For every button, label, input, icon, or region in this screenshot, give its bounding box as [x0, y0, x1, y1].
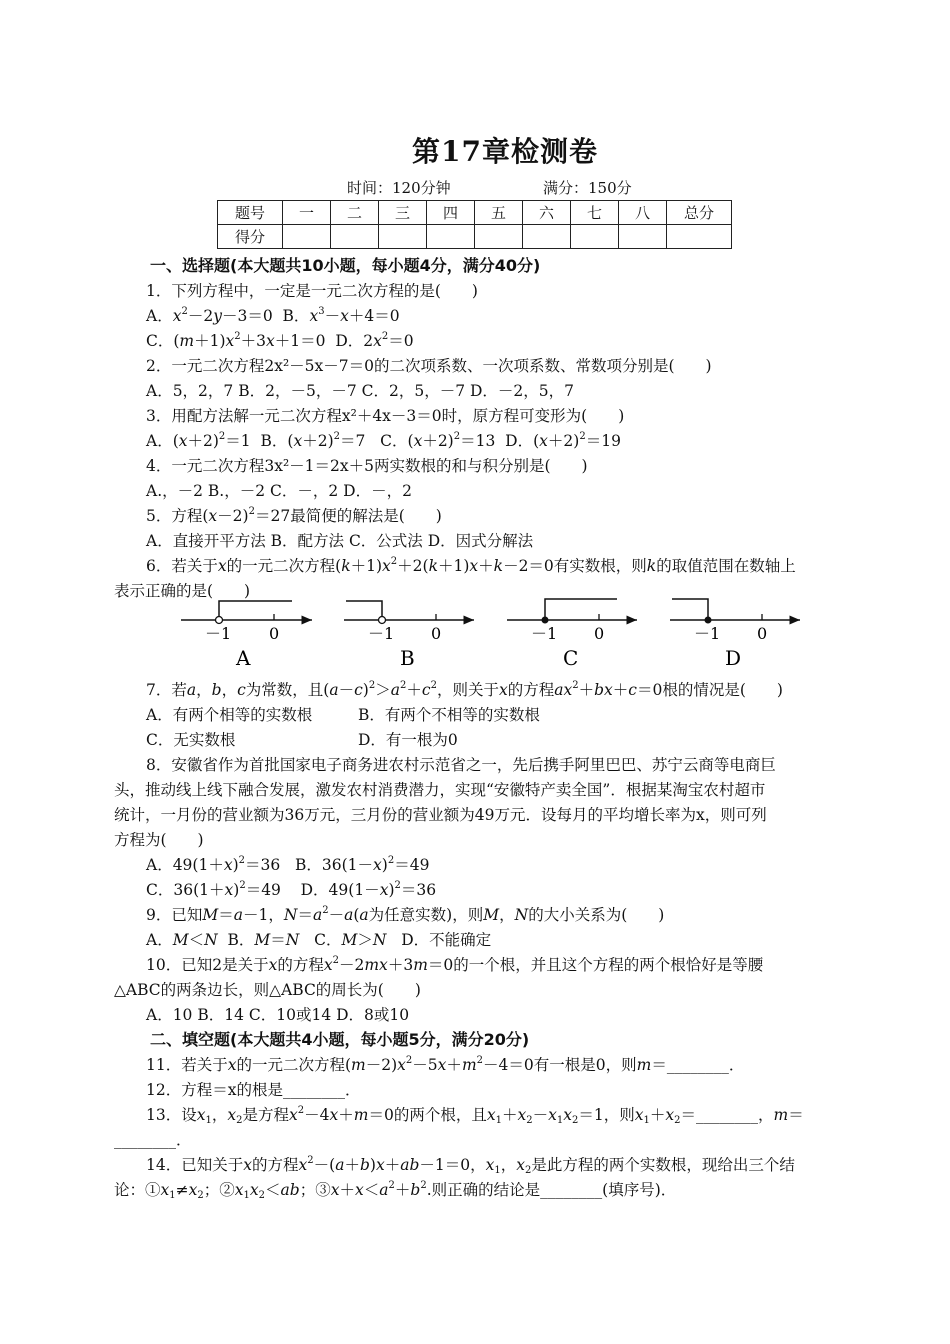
tick-label: －1 [531, 624, 558, 643]
question-14-line-1: 14．已知关于x的方程$x^2-(a+b)x+ab-1=0$，$x_1$，$x_2$是此方程的两个实数根，现给出三个结 [146, 1155, 795, 1176]
question-1-options-cd: C．$(m+1)x^2+3x+1=0$ D．$2x^2=0$ [146, 331, 414, 350]
tick-label: －1 [205, 624, 232, 643]
number-line-b [344, 601, 474, 670]
table-cell: 总分 [667, 201, 732, 225]
option-label: B [400, 646, 415, 670]
number-line-c [507, 599, 637, 670]
table-cell: 得分 [218, 225, 283, 249]
number-line-d [670, 599, 800, 670]
question-7-option-c: C．无实数根 [146, 731, 236, 749]
number-line-a [181, 601, 312, 670]
question-8-options-ab: A．$49(1+x)^2=36$ B．$36(1-x)^2=49$ [146, 855, 430, 874]
tick-label: 0 [431, 624, 442, 643]
question-9-options: A．M＜N B．M＝N C．M＞N D．不能确定 [146, 931, 492, 949]
question-5: 5．方程$(x-2)^2=27$最简便的解法是( ) [146, 506, 442, 525]
question-1: 1．下列方程中，一定是一元二次方程的是( ) [146, 282, 478, 300]
table-cell: 一 [283, 201, 331, 225]
question-7: 7．若a，b，c为常数，且$(a-c)^2>a^2+c^2$，则关于x的方程$ax^2+bx+c=0$根的情况是( ) [146, 680, 783, 699]
tick-label: －1 [694, 624, 721, 643]
section-heading: 二、填空题(本大题共4小题，每小题5分，满分20分) [150, 1030, 530, 1049]
table-cell: 五 [475, 201, 523, 225]
table-cell: 二 [331, 201, 379, 225]
question-5-options: A．直接开平方法 B．配方法 C．公式法 D．因式分解法 [146, 532, 534, 550]
option-label: A [236, 646, 251, 670]
question-6-line-2: 表示正确的是( ) [114, 582, 251, 600]
question-10-options: A．10 B．14 C．10或14 D．8或10 [146, 1006, 410, 1024]
question-13-line-1: 13．设$x_1$，$x_2$是方程$x^2-4x+m=0$的两个根，且$x_1+x_2-x_1x_2=1$，则$x_1+x_2=\_\_\_\_\_\_\_\_$，m＝ [146, 1105, 804, 1126]
question-9: 9．已知M＝a－1，$N=a^2-a(a$为任意实数)，则M，N的大小关系为( ) [146, 905, 665, 924]
question-1-options-ab: A．$x^2-2y-3=0$ B．$x^3-x+4=0$ [146, 306, 400, 325]
question-4: 4．一元二次方程3x²－1＝2x＋5两实数根的和与积分别是( ) [146, 457, 588, 475]
tick-label: 0 [757, 624, 768, 643]
question-8-line-1: 8．安徽省作为首批国家电子商务进农村示范省之一，先后携手阿里巴巴、苏宁云商等电商巨 [146, 756, 776, 774]
tick-label: 0 [594, 624, 605, 643]
tick-label: 0 [269, 624, 280, 643]
table-cell: 八 [619, 201, 667, 225]
page-title: 第17章检测卷 [412, 135, 598, 168]
question-12: 12．方程＝x的根是________． [146, 1081, 361, 1099]
question-11: 11．若关于x的一元二次方程$(m-2)x^2-5x+m^2-4=0$有一根是0，则m＝________． [146, 1055, 745, 1074]
table-cell: 六 [523, 201, 571, 225]
table-cell: 三 [379, 201, 427, 225]
tick-label: －1 [368, 624, 395, 643]
time-label: 时间：120分钟 [347, 179, 451, 197]
question-8-line-2: 头，推动线上线下融合发展，激发农村消费潜力，实现“安徽特产卖全国”．根据某淘宝农村超市 [114, 781, 766, 799]
question-10-line-1: 10．已知2是关于x的方程$x^2-2mx+3m=0$的一个根，并且这个方程的两个根恰好是等腰 [146, 955, 764, 974]
table-cell: 题号 [218, 201, 283, 225]
table-cell: 七 [571, 201, 619, 225]
score-label: 满分：150分 [543, 179, 632, 197]
question-3: 3．用配方法解一元二次方程x²＋4x－3＝0时，原方程可变形为( ) [146, 407, 625, 425]
question-14-line-2: 论：$①x_1\ne x_2$；$②x_1x_2<ab$；$③x+x<a^2+b^2$.则正确的结论是________(填序号)． [114, 1180, 677, 1201]
question-2: 2．一元二次方程2x²－5x－7＝0的二次项系数、一次项系数、常数项分别是( ) [146, 357, 712, 375]
section-heading: 一、选择题(本大题共10小题，每小题4分，满分40分) [150, 256, 541, 275]
option-label: D [725, 646, 742, 670]
question-7-option-b: B．有两个不相等的实数根 [358, 706, 540, 724]
option-label: C [563, 646, 579, 670]
question-7-option-a: A．有两个相等的实数根 [146, 706, 313, 724]
question-4-options: A.，－2 B.，－2 C．－，2 D．－，2 [146, 482, 412, 500]
table-cell: 四 [427, 201, 475, 225]
question-10-line-2: △ABC的两条边长，则△ABC的周长为( ) [114, 981, 421, 999]
question-6-line-1: 6．若关于x的一元二次方程$(k+1)x^2+2(k+1)x+k-2=0$有实数根，则k的取值范围在数轴上 [146, 556, 796, 575]
question-3-options: A．$(x+2)^2=1$ B．$(x+2)^2=7$ C．$(x+2)^2=13$ D．$(x+2)^2=19$ [146, 431, 621, 450]
question-13-line-2: ________． [114, 1131, 192, 1149]
question-7-option-d: D．有一根为0 [358, 731, 458, 749]
question-8-options-cd: C．$36(1+x)^2=49$ D．$49(1-x)^2=36$ [146, 880, 437, 899]
question-8-line-3: 统计，一月份的营业额为36万元，三月份的营业额为49万元．设每月的平均增长率为x，则可列 [114, 806, 767, 824]
question-2-options: A．5，2，7 B．2，－5，－7 C．2，5，－7 D．－2，5，7 [146, 382, 574, 400]
question-8-line-4: 方程为( ) [114, 831, 204, 849]
